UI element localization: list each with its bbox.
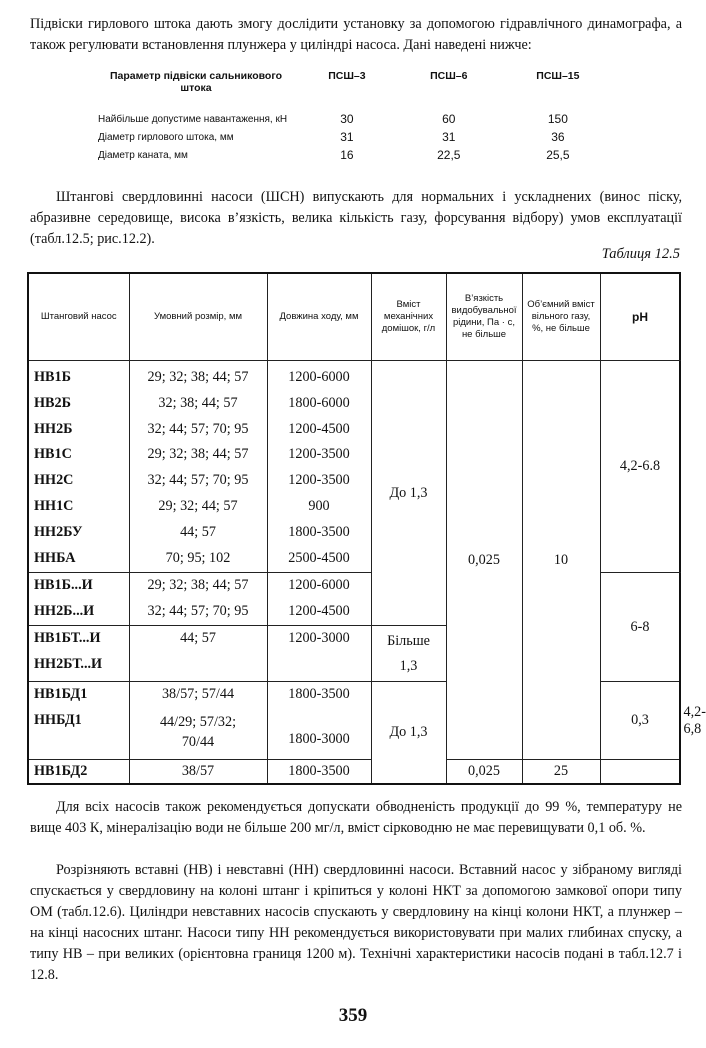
stroke-cell: 1200-6000 1800-6000 1200-4500 1200-3500 1200-3500 900 1800-3500 2500-4500 (267, 361, 371, 573)
header-size: Умовний розмір, мм (129, 273, 267, 361)
page-number: 359 (338, 1005, 368, 1026)
table-row: НВ1БД1 ННБД1 38/57; 57/44 44/29; 57/32; 70/44 1800-3500 1800-3000 До 1,3 0,3 4,2-6,8 (28, 682, 680, 760)
pump-types-paragraph: Розрізняють вставні (НВ) і невставні (НН) свердловинні насоси. Вставний насос у зібраному вигляді спускається у свердловину на колоні штанг і кріпиться у колоні НКТ за допомогою замкової опори типу ОМ (табл.12.6). Циліндри невставних насосів спускають у свердловину на кінці колони НКТ, а плунжер – на кінці насосних штанг. Насоси типу НН рекомендується використовувати при малих глибинах спуску, а типу НВ – при великих (орієнтовна границя 1200 м). Технічні характеристики насосів подані в табл.12.7 і 12.8. (30, 862, 682, 983)
visc-cell: 0,025 (446, 361, 522, 760)
header-pump: Штанговий насос (28, 273, 129, 361)
size-cell: 38/57 (129, 760, 267, 784)
susp-param: Діаметр каната, мм (98, 150, 188, 161)
conditions-paragraph: Для всіх насосів також рекомендується допускати обводненість продукції до 99 %, температуру не вище 403 К, мінералізацію води не більше 200 мг/л, вміст сірководню не має перевищувати 0,1 об. %. (30, 799, 682, 836)
susp-value: 30 (340, 112, 354, 126)
header-stroke: Довжина ходу, мм (267, 273, 371, 361)
pump-cell: НВ1БД1 ННБД1 (28, 682, 129, 760)
pump-cell: НВ1БТ...И НН2БТ...И (28, 626, 129, 682)
pump-table (27, 272, 706, 785)
size-cell: 29; 32; 38; 44; 57 32; 38; 44; 57 32; 44; 57; 70; 95 29; 32; 38; 44; 57 32; 44; 57; 70; 95 29; 32; 44; 57 44; 57 70; 95; 102 (129, 361, 267, 573)
suspension-table (96, 70, 616, 162)
susp-value: 36 (551, 130, 565, 144)
size-cell: 44; 57 (129, 626, 267, 682)
visc-cell: 0,025 (446, 760, 522, 784)
stroke-cell: 1800-3500 1800-3000 (267, 682, 371, 760)
header-gas: Об’ємний вміст вільного газу, %, не більше (522, 273, 600, 361)
table-row (28, 361, 680, 573)
susp-header-psh15: ПСШ–15 (536, 70, 580, 82)
gas-cell: 10 (522, 361, 600, 760)
gas-cell: 25 (522, 760, 600, 784)
susp-value: 60 (442, 112, 456, 126)
susp-header-psh6: ПСШ–6 (430, 70, 468, 82)
susp-value: 25,5 (546, 148, 570, 162)
susp-row (96, 126, 616, 144)
size-cell: 38/57; 57/44 44/29; 57/32; 70/44 (129, 682, 267, 760)
pump-cell: НВ1Б НВ2Б НН2Б НВ1С НН2С НН1С НН2БУ ННБА (28, 361, 129, 573)
susp-row (96, 144, 616, 162)
susp-value: 22,5 (437, 148, 461, 162)
pumps-paragraph: Штангові свердловинні насоси (ШСН) випускають для нормальних і ускладнених (винос піску, абразивне середовище, висока в’язкість, велика кількість газу, форсування відбору) умов експлуатації (табл.12.5; рис.12.2). (30, 189, 682, 247)
susp-value: 31 (340, 130, 354, 144)
susp-param: Найбільше допустиме навантаження, кН (98, 114, 288, 125)
intro-paragraph: Підвіски гирлового штока дають змогу дослідити установку за допомогою гідравлічного динамографа, а також регулювати встановлення плунжера у циліндрі насоса. Дані наведені нижче: (30, 16, 682, 53)
stroke-cell: 1200-3000 (267, 626, 371, 682)
susp-value: 16 (340, 148, 354, 162)
mech-cell: До 1,3 (371, 682, 446, 784)
visc-cell: 0,3 (600, 682, 680, 760)
susp-value: 150 (547, 112, 568, 126)
susp-param: Діаметр гирлового штока, мм (98, 132, 234, 143)
ph-cell: 4,2-6.8 (600, 361, 680, 573)
pump-cell: НВ1Б...И НН2Б...И (28, 573, 129, 626)
table-row (28, 760, 680, 784)
header-visc: В’язкість видобувальної рідини, Па · с, не більше (446, 273, 522, 361)
ph-cell: 6-8 (600, 573, 680, 682)
size-cell: 29; 32; 38; 44; 57 32; 44; 57; 70; 95 (129, 573, 267, 626)
susp-row (96, 100, 616, 126)
header-ph: pH (600, 273, 680, 361)
stroke-cell: 1200-6000 1200-4500 (267, 573, 371, 626)
susp-value: 31 (442, 130, 456, 144)
pump-cell: НВ1БД2 (28, 760, 129, 784)
ph-cell-empty (600, 760, 680, 784)
mech-cell: Більше 1,3 (371, 626, 446, 682)
mech-cell: До 1,3 (371, 361, 446, 626)
susp-header-psh3: ПСШ–3 (328, 70, 366, 82)
header-mech: Вміст механічних домішок, г/л (371, 273, 446, 361)
table-caption: Таблиця 12.5 (601, 246, 680, 262)
stroke-cell: 1800-3500 (267, 760, 371, 784)
susp-header-param: Параметр підвіски сальникового штока (110, 70, 282, 94)
